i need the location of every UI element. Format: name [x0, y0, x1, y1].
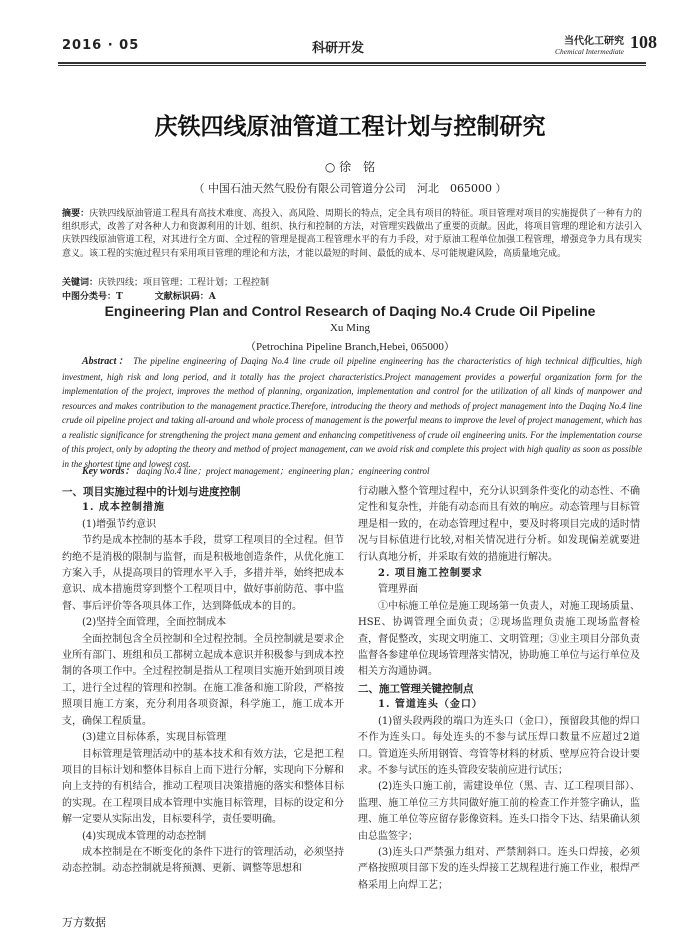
sub-subsection-heading: 管理界面 — [378, 584, 418, 596]
affiliation-cn: （ 中国石油天然气股份有限公司管道分公司 河北 065000 ） — [193, 182, 507, 195]
keywords-cn — [62, 275, 642, 288]
doc-code-value: A — [208, 292, 216, 302]
abstract-en — [62, 354, 642, 471]
header-rule-thin — [58, 65, 646, 66]
keywords-en — [82, 462, 642, 477]
body-paragraph: 行动融入整个管理过程中，充分认识到条件变化的动态性、不确定性和复杂性，并能有动态而且有效的响应。动态管理与目标管理是相一致的，在动态管理过程中，要及时将项目完成的适时情况与目标值进行比较,对相关情况进行分析。如发现偏差就要进行认真地分析，并采取有效的措施进行解决。 — [358, 486, 640, 563]
keywords-cn-label: 关键词： — [62, 278, 99, 288]
journal-name-cn: 当代化工研究 — [564, 36, 624, 47]
journal-name-en: Chemical Intermediate — [555, 47, 624, 56]
abstract-cn-text: 庆铁四线原油管道工程具有高技术难度、高投入、高风险、周期长的特点，定全具有项目的特征。项目管理对项目的实施提供了一种有力的组织形式，改善了对各种人力和资源利用的计划、组织、执行和控制的方法，对管理实践做出了重要的贡献。因此，将项目管理的理论和方法引入庆铁四线原油管道工程，对其进行全方面、全过程的管理是提高工程管理水平的有力手段，对于原油工程单位加强工程管理，增强竞争力具有现实意义。该工程的实施过程只有采用项目管理的理论和方法，才能以最短的时间、最低的成本、尽可能规避风险，高质量地完成。 — [62, 209, 642, 259]
keywords-en-label: Key words： — [82, 466, 135, 477]
author-en: Xu Ming — [329, 322, 371, 334]
clc-value: T — [116, 292, 123, 302]
title-en: Engineering Plan and Control Research of Daqing No.4 Crude Oil Pipeline — [104, 303, 596, 319]
section-heading: 二、施工管理关键控制点 — [358, 682, 474, 695]
abstract-cn-label: 摘要： — [62, 209, 90, 219]
sub-subsection-heading: (4)实现成本管理的动态控制 — [82, 830, 207, 842]
body-paragraph: 节约是成本控制的基本手段，贯穿工程项目的全过程。但节约绝不是消极的限制与监督，而是积极地创造条件，从优化施工方案入手，从提高项目的管理水平入手，多措并举，始终把成本意识、成本措施贯穿到整个工程项目中，做好事前防范、事中监督、事后评价等各项具体工作，达到降低成本的目的。 — [62, 535, 344, 612]
doc-code-label: 文献标识码： — [154, 292, 209, 302]
keywords-en-text: daqing No.4 line；project management；engineering plan；engineering control — [136, 466, 430, 476]
subsection-heading: 1. 管道连头（金口） — [378, 699, 483, 711]
body-paragraph: 目标管理是管理活动中的基本技术和有效方法，它是把工程项目的目标计划和整体目标自上而下进行分解，实现向下分解和向上支持的有机结合，推动工程项目决策措施的落实和整体目标的实现。在工程项目成本管理中实施目标管理，目标的设定和分解一定要从实际出发，目标要科学，责任要明确。 — [62, 748, 344, 826]
subsection-heading: 1. 成本控制措施 — [82, 502, 165, 514]
body-paragraph: 全面控制包含全员控制和全过程控制。全员控制就是要求企业所有部门、班组和员工都树立起成本意识并积极参与到成本控制的各项工作中。全过程控制是指从工程项目实施开始到项目竣工，进行全过程的管理和控制。在施工准备和施工阶段，严格按照项目施工方案，充分利用各项资源，科学施工，施工成本开支，确保工程质量。 — [62, 633, 344, 727]
sub-subsection-heading: (3)建立目标体系，实现目标管理 — [82, 732, 227, 744]
classification — [62, 289, 642, 302]
abstract-cn — [62, 208, 642, 261]
body-paragraph: ①中标施工单位是施工现场第一负责人，对施工现场质量、HSE、协调管理全面负责；②现场监理负责施工现场监督检查，督促整改，实现文明施工、文明管理；③业主项目分部负责监督各参建单位现场管理落实情况，协助施工单位与运行单位及相关方沟通协调。 — [358, 600, 640, 678]
body-paragraph: (2)连头口施工前，需建设单位（黑、吉、辽工程项目部）、监理、施工单位三方共同做好施工前的检查工作并签字确认，监理、施工单位等应留存影像资料。连头口指令下达、结果确认须由总监签字； — [358, 781, 640, 842]
title-cn: 庆铁四线原油管道工程计划与控制研究 — [154, 114, 546, 140]
body-paragraph: (1)留头段两段的端口为连头口（金口），预留段其他的焊口不作为连头口。每处连头的不参与试压焊口数量不应超过2道口。管道连头所用钢管、弯管等材料的材质、壁厚应符合设计要求。不参与试压的连头管段安装前应进行试压； — [358, 715, 640, 776]
subsection-heading: 2. 项目施工控制要求 — [378, 568, 483, 580]
author-cn: ○ 徐 铭 — [324, 160, 376, 174]
page-number: 108 — [630, 32, 657, 52]
issue-label: 2016 · 05 — [62, 38, 140, 53]
body-paragraph: 成本控制是在不断变化的条件下进行的管理活动，必须坚持动态控制。动态控制就是将预测、更新、调整等思想和 — [62, 846, 344, 875]
affiliation-en: （Petrochina Pipeline Branch,Hebei, 065000） — [245, 341, 455, 353]
abstract-en-label: Abstract： — [82, 356, 130, 367]
journal-name — [538, 32, 624, 56]
body-paragraph: (3)连头口严禁强力组对、严禁割斜口。连头口焊接，必须严格按照项目部下发的连头焊接工艺规程进行施工作业，根焊严格采用上向焊工艺； — [358, 846, 640, 891]
footer-source: 万方数据 — [62, 916, 106, 929]
clc-label: 中图分类号： — [62, 292, 117, 302]
section-label: 科研开发 — [312, 41, 365, 56]
abstract-en-text: The pipeline engineering of Daqing No.4 line crude oil pipeline engineering has the characteristics of high technical difficulties, high investment, high risk and long period, and it totally has the project characteristics.Project management provides a powerful organization form for the implementation of the project, improves the method of planning, organization, implementation and control for the utilization of all kinds of manpower and resources and makes contribution to the management practice.Therefore, introducing the theory and methods of project management into the Daqing No.4 line crude oil pipeline project and taking all-around and whole process of management is the powerful means to improve the level of project management, which has a realistic significance for strengthening the project mana gement and enhancing competitiveness of crude oil engineering units. For the implementation course of this project, only by adopting the theory and method of project management, can we avoid risk and complete this project with high quality as soon as possible in the shortest time and lowest cost. — [62, 356, 642, 469]
body-column-left — [62, 484, 344, 878]
keywords-cn-text: 庆铁四线；项目管理；工程计划；工程控制 — [98, 278, 270, 288]
body-column-right — [358, 484, 640, 894]
sub-subsection-heading: (2)坚持全面管理，全面控制成本 — [82, 617, 227, 629]
sub-subsection-heading: (1)增强节约意识 — [82, 518, 157, 530]
section-heading: 一、项目实施过程中的计划与进度控制 — [62, 486, 241, 498]
header-rule — [58, 62, 646, 64]
